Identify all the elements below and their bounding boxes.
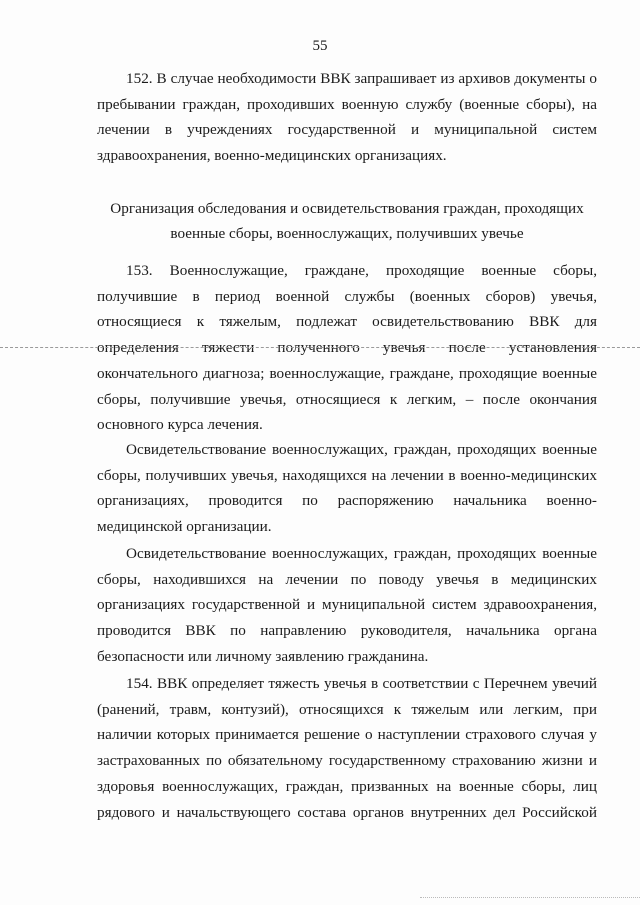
text-line: безопасности или личному заявлению гражданина. (97, 647, 429, 665)
text-line: медицинской организации. (97, 518, 272, 536)
scan-artifact-line (0, 347, 640, 348)
page-number: 55 (312, 38, 328, 54)
text-line: окончательного диагноза; военнослужащие, граждане, проходящие военные (97, 364, 597, 382)
scan-artifact-line (420, 897, 640, 898)
text-line: проводится ВВК по направлению руководителя, начальника органа (97, 622, 597, 640)
text-line: Освидетельствование военнослужащих, граждан, проходящих военные (126, 545, 597, 562)
text-line: определения тяжести полученного увечья после установления (97, 339, 597, 357)
text-line: организациях государственной и муниципальной систем здравоохранения, (97, 596, 597, 614)
text-line: наличии которых принимается решение о наступлении страхового случая у (97, 726, 597, 744)
paragraph-exam-military-orgs (97, 437, 597, 540)
text-line: основного курса лечения. (97, 416, 263, 434)
text-line: пребывании граждан, проходивших военную службу (военные сборы), на (97, 95, 597, 113)
text-line: 154. ВВК определяет тяжесть увечья в соответствии с Перечнем увечий (126, 675, 597, 692)
text-line: сборы, находившихся на лечении по поводу увечья в медицинских (97, 570, 597, 588)
text-line: сборы, получившие увечья, относящиеся к легким, – после окончания (97, 390, 597, 408)
text-line: организациях, проводится по распоряжению начальника военно- (97, 492, 597, 510)
section-heading (97, 196, 597, 246)
text-line: (ранений, травм, контузий), относящихся к тяжелым или легким, при (97, 700, 597, 718)
text-line: застрахованных по обязательному государственному страхованию жизни и (97, 752, 597, 770)
text-line: Освидетельствование военнослужащих, граждан, проходящих военные (126, 441, 597, 458)
text-line: 153. Военнослужащие, граждане, проходящие военные сборы, (126, 262, 597, 279)
text-line: сборы, получивших увечья, находящихся на лечении в военно-медицинских (97, 466, 597, 484)
text-line: здоровья военнослужащих, граждан, призванных на военные сборы, лиц (97, 777, 597, 795)
text-line: относящиеся к тяжелым, подлежат освидетельствованию ВВК для (97, 313, 597, 331)
paragraph-152 (97, 66, 597, 169)
text-line: получившие в период военной службы (военных сборов) увечья, (97, 287, 597, 305)
heading-line: Организация обследования и освидетельствования граждан, проходящих (110, 200, 584, 217)
paragraph-154 (97, 671, 597, 825)
text-line: рядового и начальствующего состава органов внутренних дел Российской (97, 803, 597, 821)
heading-line: военные сборы, военнослужащих, получивших увечье (170, 225, 524, 242)
text-line: здравоохранения, военно-медицинских организациях. (97, 147, 447, 165)
text-line: 152. В случае необходимости ВВК запрашивает из архивов документы о (126, 70, 597, 87)
text-line: лечении в учреждениях государственной и муниципальной систем (97, 121, 597, 139)
paragraph-exam-civil-orgs (97, 541, 597, 670)
